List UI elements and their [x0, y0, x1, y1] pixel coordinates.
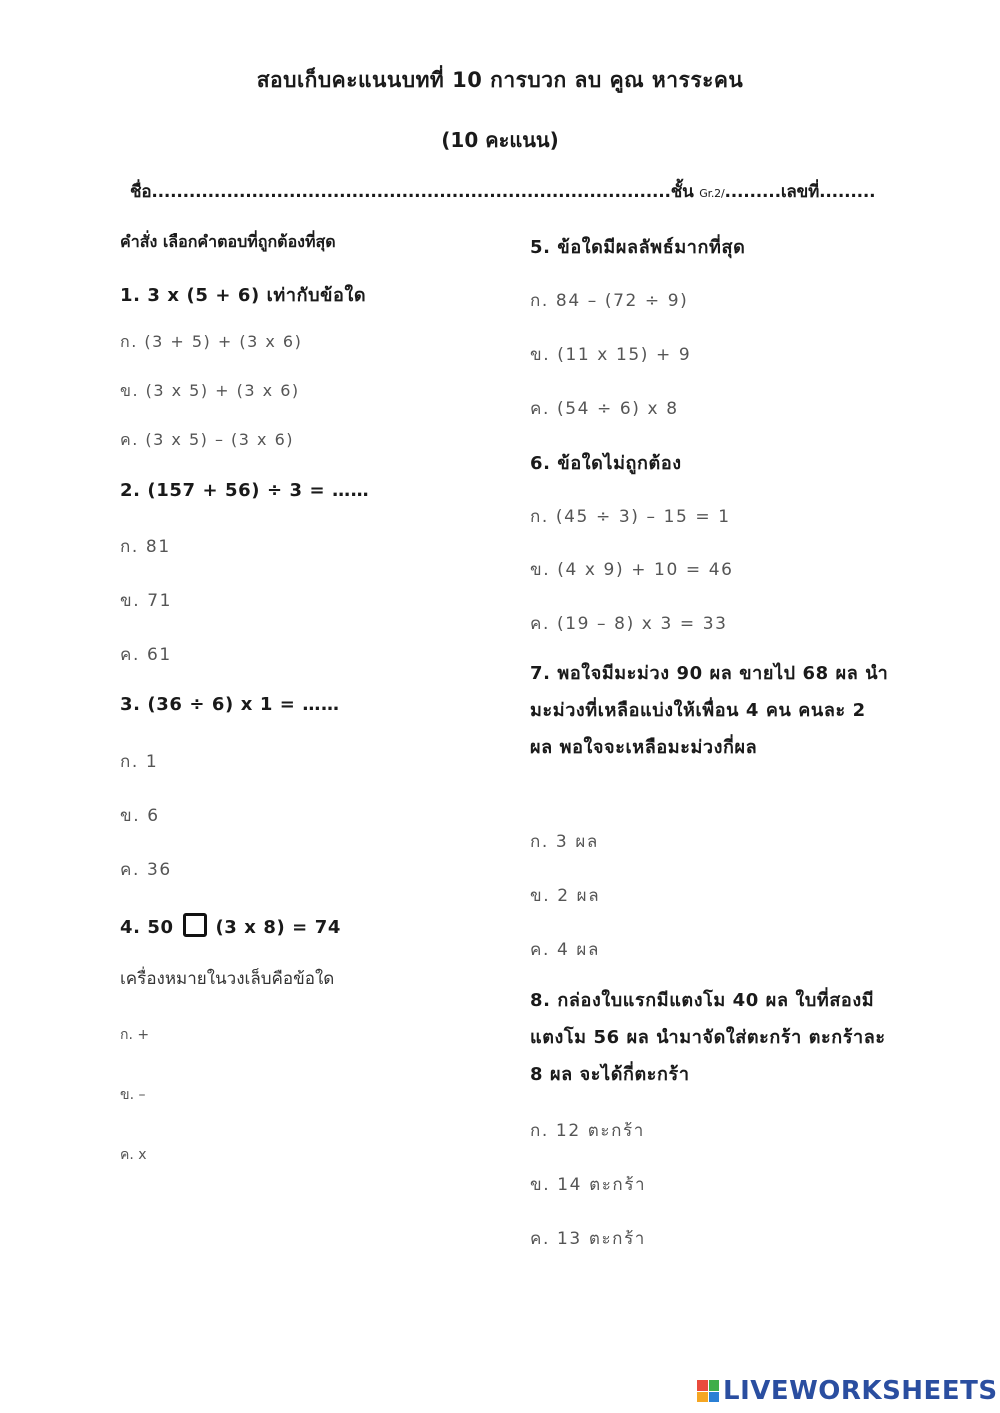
logo-text: LIVEWORKSHEETS — [723, 1376, 998, 1406]
name-line — [130, 178, 875, 205]
logo-grid-icon — [697, 1380, 719, 1402]
question-4 — [120, 913, 341, 938]
question-7: 7. พอใจมีมะม่วง 90 ผล ขายไป 68 ผล นำมะม่วงที่เหลือแบ่งให้เพื่อน 4 คน คนละ 2 ผล พอใจจะเหลือมะม่วงกี่ผล — [530, 663, 889, 758]
question-6: 6. ข้อใดไม่ถูกต้อง — [530, 453, 682, 474]
instruction: คำสั่ง เลือกคำตอบที่ถูกต้องที่สุด — [120, 232, 336, 251]
question-5: 5. ข้อใดมีผลลัพธ์มากที่สุด — [530, 237, 746, 258]
q3-option-a[interactable]: ก. 1 — [120, 752, 159, 772]
name-field-label: ชื่อ...................................................................................ชั้น — [130, 182, 694, 202]
logo-cell-4 — [709, 1392, 720, 1403]
q3-option-c[interactable]: ค. 36 — [120, 860, 172, 880]
q8-option-c[interactable]: ค. 13 ตะกร้า — [530, 1229, 646, 1249]
q4-option-a[interactable]: ก. + — [120, 1027, 150, 1043]
logo-cell-3 — [697, 1392, 708, 1403]
question-3: 3. (36 ÷ 6) x 1 = …… — [120, 694, 340, 715]
q1-option-a[interactable]: ก. (3 + 5) + (3 x 6) — [120, 332, 303, 351]
q8-option-b[interactable]: ข. 14 ตะกร้า — [530, 1175, 647, 1195]
q5-option-b[interactable]: ข. (11 x 15) + 9 — [530, 345, 692, 365]
score-subtitle: (10 คะแนน) — [441, 128, 559, 152]
logo-cell-2 — [709, 1380, 720, 1391]
q6-option-b[interactable]: ข. (4 x 9) + 10 = 46 — [530, 560, 734, 580]
grade-label: Gr.2/ — [699, 187, 725, 200]
q8-option-a[interactable]: ก. 12 ตะกร้า — [530, 1121, 645, 1141]
q7-option-c[interactable]: ค. 4 ผล — [530, 940, 600, 960]
logo-cell-1 — [697, 1380, 708, 1391]
q1-option-b[interactable]: ข. (3 x 5) + (3 x 6) — [120, 381, 300, 400]
q7-option-a[interactable]: ก. 3 ผล — [530, 832, 599, 852]
q4-option-c[interactable]: ค. x — [120, 1147, 147, 1163]
q4-text-before: 4. 50 — [120, 917, 174, 938]
q4-prompt: เครื่องหมายในวงเล็บคือข้อใด — [120, 969, 335, 989]
q7-option-b[interactable]: ข. 2 ผล — [530, 886, 601, 906]
q3-option-b[interactable]: ข. 6 — [120, 806, 160, 826]
question-2: 2. (157 + 56) ÷ 3 = …… — [120, 480, 370, 501]
q2-option-b[interactable]: ข. 71 — [120, 591, 173, 611]
q4-text-after: (3 x 8) = 74 — [215, 917, 341, 938]
q5-option-a[interactable]: ก. 84 – (72 ÷ 9) — [530, 291, 689, 311]
q6-option-c[interactable]: ค. (19 – 8) x 3 = 33 — [530, 614, 728, 634]
question-1: 1. 3 x (5 + 6) เท่ากับข้อใด — [120, 285, 367, 306]
q2-option-a[interactable]: ก. 81 — [120, 537, 171, 557]
page-title: สอบเก็บคะแนนบทที่ 10 การบวก ลบ คูณ หารระคน — [256, 68, 744, 92]
q1-option-c[interactable]: ค. (3 x 5) – (3 x 6) — [120, 430, 295, 449]
question-8: 8. กล่องใบแรกมีแตงโม 40 ผล ใบที่สองมีแตงโม 56 ผล นำมาจัดใส่ตะกร้า ตะกร้าละ 8 ผล จะได้กี่ตะกร้า — [530, 990, 886, 1085]
liveworksheets-logo[interactable] — [697, 1376, 998, 1406]
number-field-label: .........เลขที่......... — [724, 182, 876, 202]
q5-option-c[interactable]: ค. (54 ÷ 6) x 8 — [530, 399, 679, 419]
q4-option-b[interactable]: ข. – — [120, 1087, 146, 1103]
q2-option-c[interactable]: ค. 61 — [120, 645, 172, 665]
blank-box[interactable] — [183, 913, 207, 937]
q6-option-a[interactable]: ก. (45 ÷ 3) – 15 = 1 — [530, 507, 731, 527]
